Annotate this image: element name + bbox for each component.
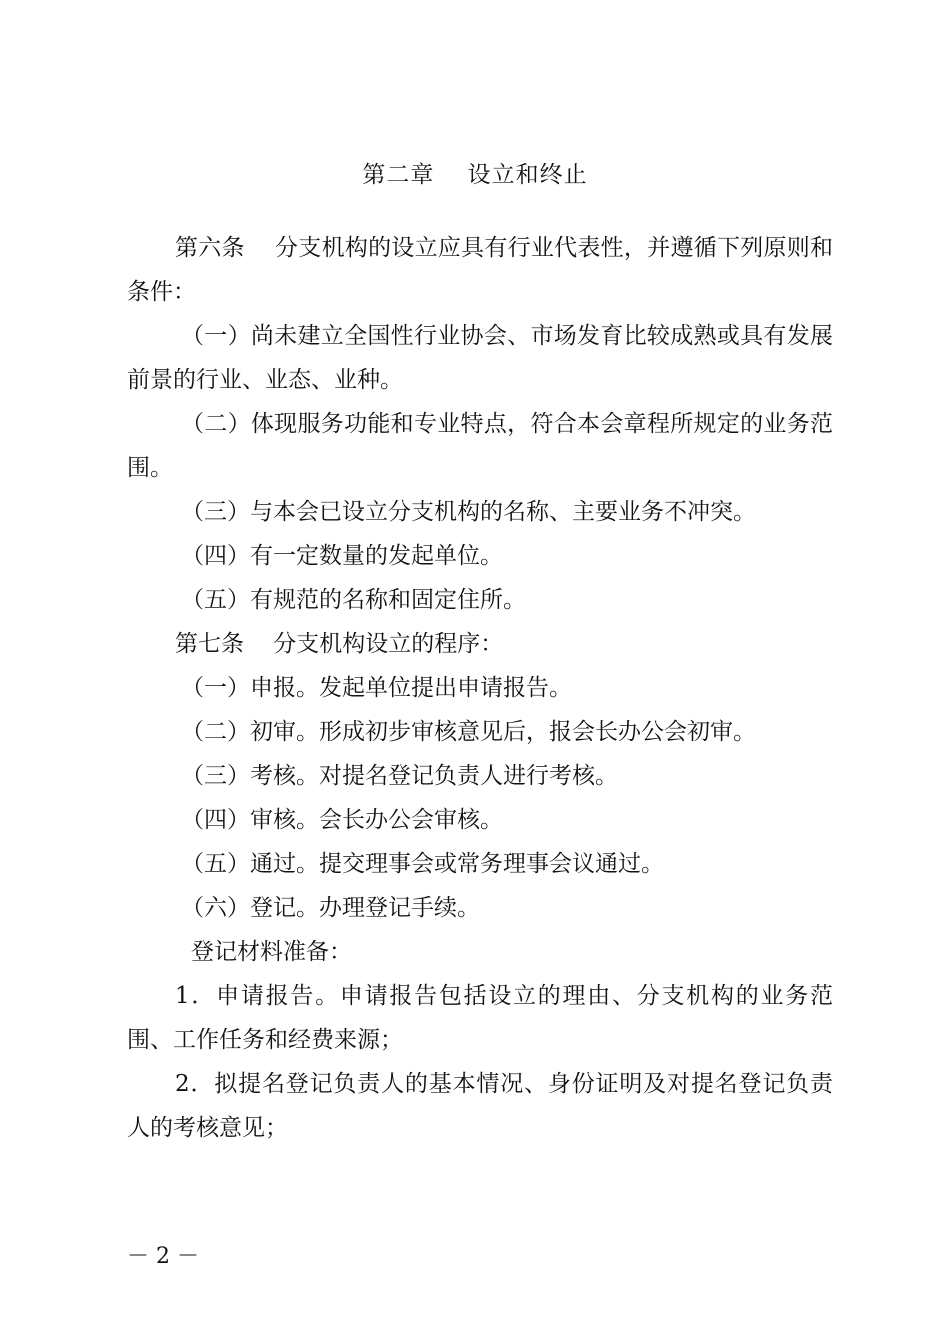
article-6-paragraph: 第六条 分支机构的设立应具有行业代表性，并遵循下列原则和条件： — [127, 235, 833, 305]
material-item-1: 1．申请报告。申请报告包括设立的理由、分支机构的业务范围、工作任务和经费来源； — [127, 983, 833, 1053]
procedure-item-4: （四）审核。会长办公会审核。 — [181, 807, 503, 833]
procedure-item-2: （二）初审。形成初步审核意见后，报会长办公会初审。 — [181, 719, 756, 745]
condition-item-2: （二）体现服务功能和专业特点，符合本会章程所规定的业务范围。 — [127, 411, 833, 481]
condition-item-5: （五）有规范的名称和固定住所。 — [181, 587, 526, 613]
procedure-item-6: （六）登记。办理登记手续。 — [181, 895, 480, 921]
materials-heading: 登记材料准备： — [191, 939, 352, 965]
material-item-2: 2．拟提名登记负责人的基本情况、身份证明及对提名登记负责人的考核意见； — [127, 1071, 833, 1141]
condition-item-1: （一）尚未建立全国性行业协会、市场发育比较成熟或具有发展前景的行业、业态、业种。 — [127, 323, 833, 393]
procedure-item-1: （一）申报。发起单位提出申请报告。 — [181, 675, 572, 701]
body-text — [127, 226, 833, 1150]
page-number: － 2 － — [127, 1244, 199, 1269]
condition-item-4: （四）有一定数量的发起单位。 — [181, 543, 503, 569]
condition-item-3: （三）与本会已设立分支机构的名称、主要业务不冲突。 — [181, 499, 756, 525]
article-7-paragraph: 第七条 分支机构设立的程序： — [175, 631, 504, 657]
chapter-title: 第二章 设立和终止 — [362, 162, 588, 188]
procedure-item-5: （五）通过。提交理事会或常务理事会议通过。 — [181, 851, 664, 877]
procedure-item-3: （三）考核。对提名登记负责人进行考核。 — [181, 763, 618, 789]
